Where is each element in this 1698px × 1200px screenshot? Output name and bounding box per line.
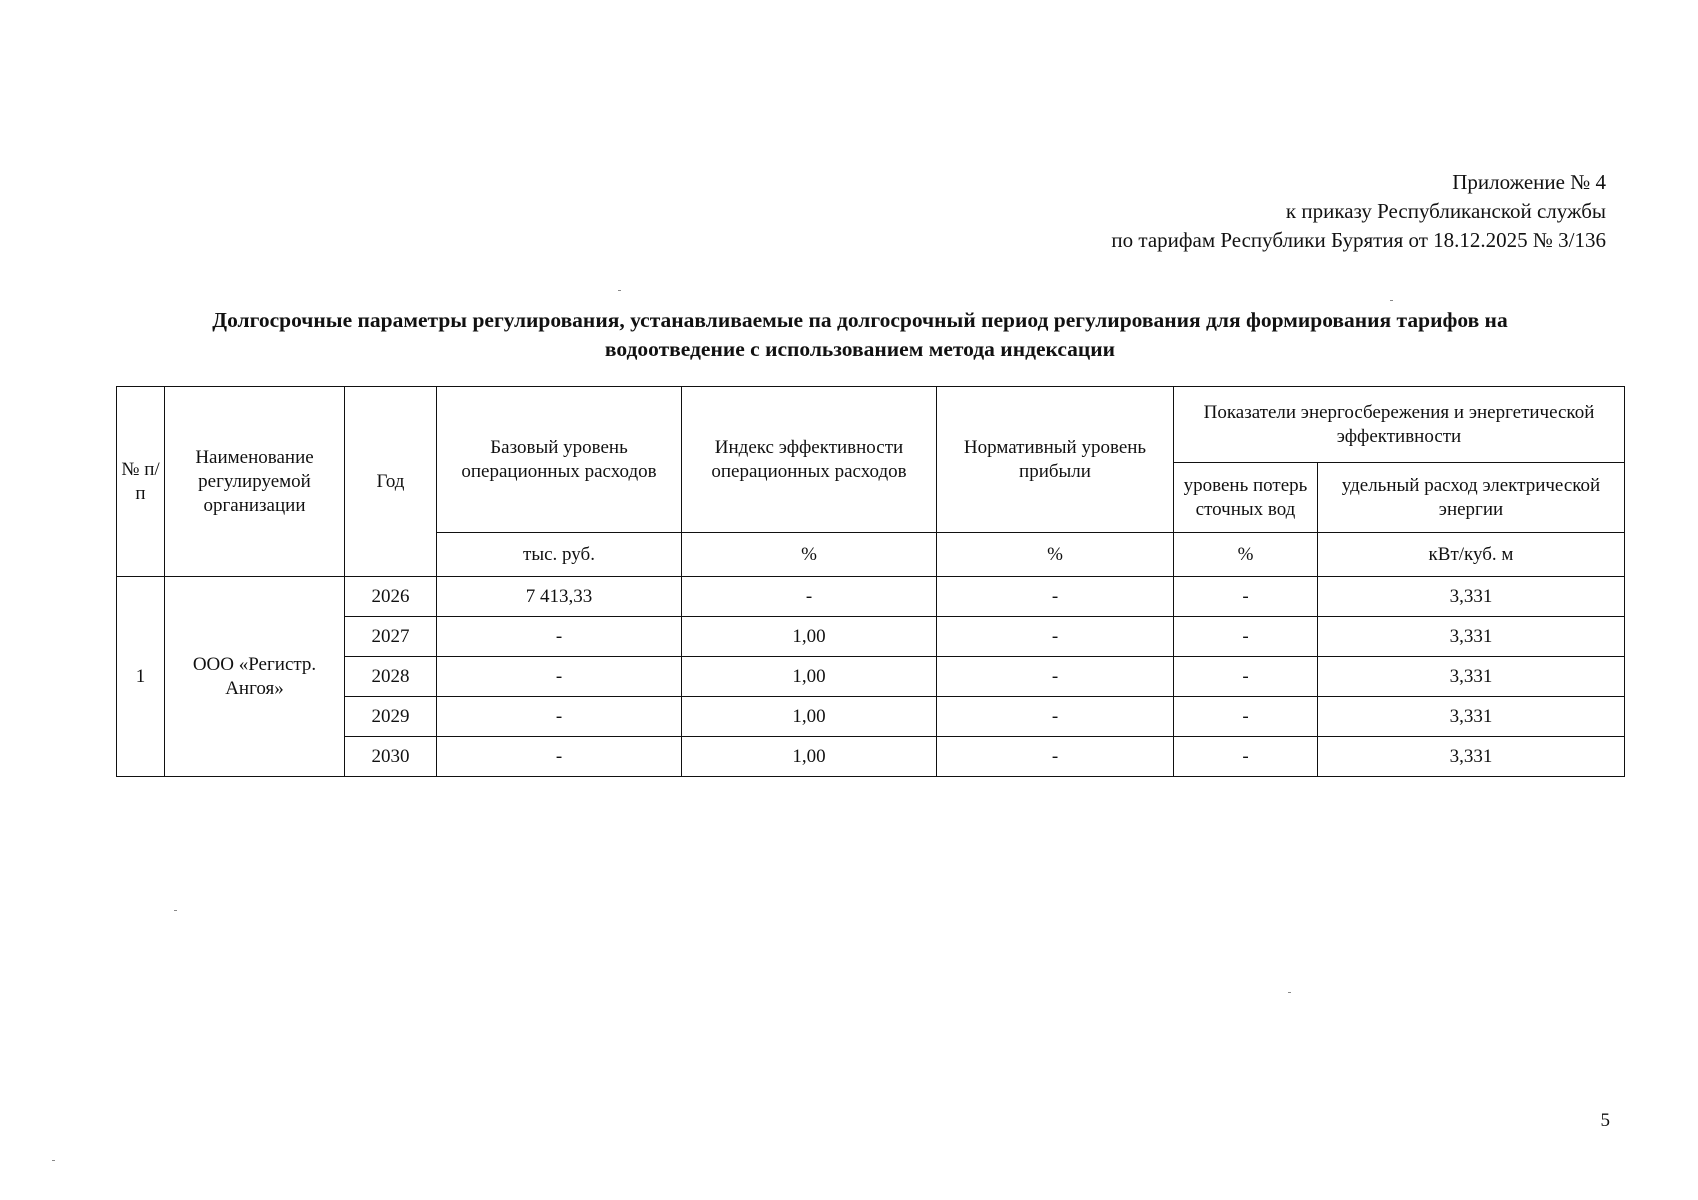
document-title	[100, 306, 1620, 364]
scan-speck	[1288, 992, 1291, 993]
scan-speck	[174, 910, 177, 911]
header-electricity: удельный расход электрической энергии	[1318, 463, 1625, 533]
unit-base: тыс. руб.	[437, 533, 682, 577]
parameters-table	[116, 386, 1625, 777]
cell-profit: -	[937, 697, 1174, 737]
page-number: 5	[1600, 1110, 1610, 1131]
cell-index: 1,00	[682, 657, 937, 697]
cell-losses: -	[1174, 577, 1318, 617]
org-number: 1	[117, 577, 165, 777]
cell-losses: -	[1174, 617, 1318, 657]
cell-electricity: 3,331	[1318, 617, 1625, 657]
cell-year: 2028	[345, 657, 437, 697]
cell-losses: -	[1174, 697, 1318, 737]
annex-header	[1111, 168, 1606, 255]
header-profit: Нормативный уровень прибыли	[937, 387, 1174, 533]
cell-losses: -	[1174, 737, 1318, 777]
table-row	[117, 577, 1625, 617]
cell-year: 2029	[345, 697, 437, 737]
cell-base: -	[437, 657, 682, 697]
cell-electricity: 3,331	[1318, 577, 1625, 617]
title-line-1: Долгосрочные параметры регулирования, устанавливаемые па долгосрочный период регулирования для формирования тарифов на	[212, 308, 1508, 332]
cell-base: -	[437, 697, 682, 737]
header-losses: уровень потерь сточных вод	[1174, 463, 1318, 533]
unit-losses: %	[1174, 533, 1318, 577]
cell-year: 2027	[345, 617, 437, 657]
annex-line-3: по тарифам Республики Бурятия от 18.12.2025 № 3/136	[1111, 228, 1606, 252]
unit-index: %	[682, 533, 937, 577]
cell-losses: -	[1174, 657, 1318, 697]
cell-base: 7 413,33	[437, 577, 682, 617]
scan-speck	[52, 1160, 55, 1161]
cell-base: -	[437, 737, 682, 777]
cell-base: -	[437, 617, 682, 657]
annex-line-2: к приказу Республиканской службы	[1285, 199, 1606, 223]
scan-speck	[618, 290, 621, 291]
header-row-1	[117, 387, 1625, 463]
cell-profit: -	[937, 617, 1174, 657]
cell-electricity: 3,331	[1318, 657, 1625, 697]
cell-profit: -	[937, 737, 1174, 777]
cell-index: 1,00	[682, 617, 937, 657]
cell-profit: -	[937, 577, 1174, 617]
header-index: Индекс эффективности операционных расходов	[682, 387, 937, 533]
unit-profit: %	[937, 533, 1174, 577]
cell-electricity: 3,331	[1318, 737, 1625, 777]
header-org: Наименование регулируемой организации	[165, 387, 345, 577]
org-name: ООО «Регистр. Ангоя»	[165, 577, 345, 777]
scan-speck	[1390, 300, 1393, 301]
header-num: № п/п	[117, 387, 165, 577]
header-base: Базовый уровень операционных расходов	[437, 387, 682, 533]
cell-year: 2030	[345, 737, 437, 777]
cell-index: 1,00	[682, 697, 937, 737]
header-energy-group: Показатели энергосбережения и энергетической эффективности	[1174, 387, 1625, 463]
cell-electricity: 3,331	[1318, 697, 1625, 737]
header-year: Год	[345, 387, 437, 577]
cell-index: 1,00	[682, 737, 937, 777]
cell-profit: -	[937, 657, 1174, 697]
annex-line-1: Приложение № 4	[1452, 170, 1606, 194]
cell-year: 2026	[345, 577, 437, 617]
cell-index: -	[682, 577, 937, 617]
unit-electricity: кВт/куб. м	[1318, 533, 1625, 577]
title-line-2: водоотведение с использованием метода индексации	[604, 337, 1116, 361]
